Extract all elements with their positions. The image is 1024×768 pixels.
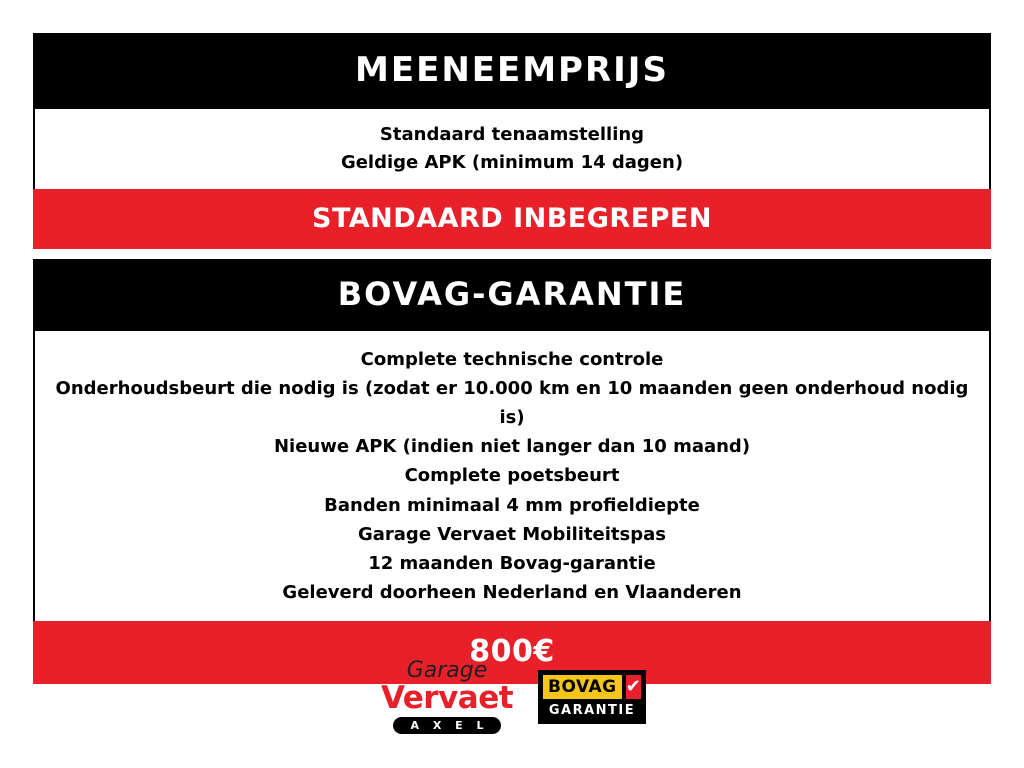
standaard-inbegrepen-banner: STANDAARD INBEGREPEN [33,189,991,249]
bovag-logo-subtitle: GARANTIE [548,703,636,718]
bovag-line-1: Complete technische controle [360,348,664,370]
price-value: 800€ [33,621,991,684]
bovag-line-5: Banden minimaal 4 mm profieldiepte [324,494,700,516]
bovag-line-3: Nieuwe APK (indien niet langer dan 10 maand) [273,436,751,458]
bovag-line-2: Onderhoudsbeurt die nodig is (zodat er 10.000 km en 10 maanden geen onderhoud nodig is) [55,377,969,429]
standaard-line-2: Geldige APK (minimum 14 dagen) [340,151,684,173]
checkmark-icon: ✔ [625,676,641,697]
bovag-garantie-logo [538,670,646,724]
standaard-line-1: Standaard tenaamstelling [379,124,645,145]
logo-row [0,660,1024,734]
standaard-included-list [33,109,991,189]
garage-logo-word-top: Garage [406,658,488,683]
bovag-benefits-list [33,331,991,621]
bovag-logo-name: BOVAG [543,675,622,699]
bovag-line-7: 12 maanden Bovag-garantie [368,552,656,574]
bovag-line-8: Geleverd doorheen Nederland en Vlaanderen [282,582,742,604]
price-sheet [33,33,991,684]
garage-vervaet-logo [378,660,516,734]
garage-logo-word-main: Vervaet [380,680,514,716]
bovag-logo-top [543,675,641,699]
garage-logo-location: A X E L [393,717,500,734]
bovag-garantie-title: BOVAG-GARANTIE [33,259,991,331]
bovag-line-4: Complete poetsbeurt [404,465,620,487]
section-divider [33,249,991,259]
meeneemprijs-title: MEENEEMPRIJS [33,33,991,109]
bovag-line-6: Garage Vervaet Mobiliteitspas [357,523,666,545]
